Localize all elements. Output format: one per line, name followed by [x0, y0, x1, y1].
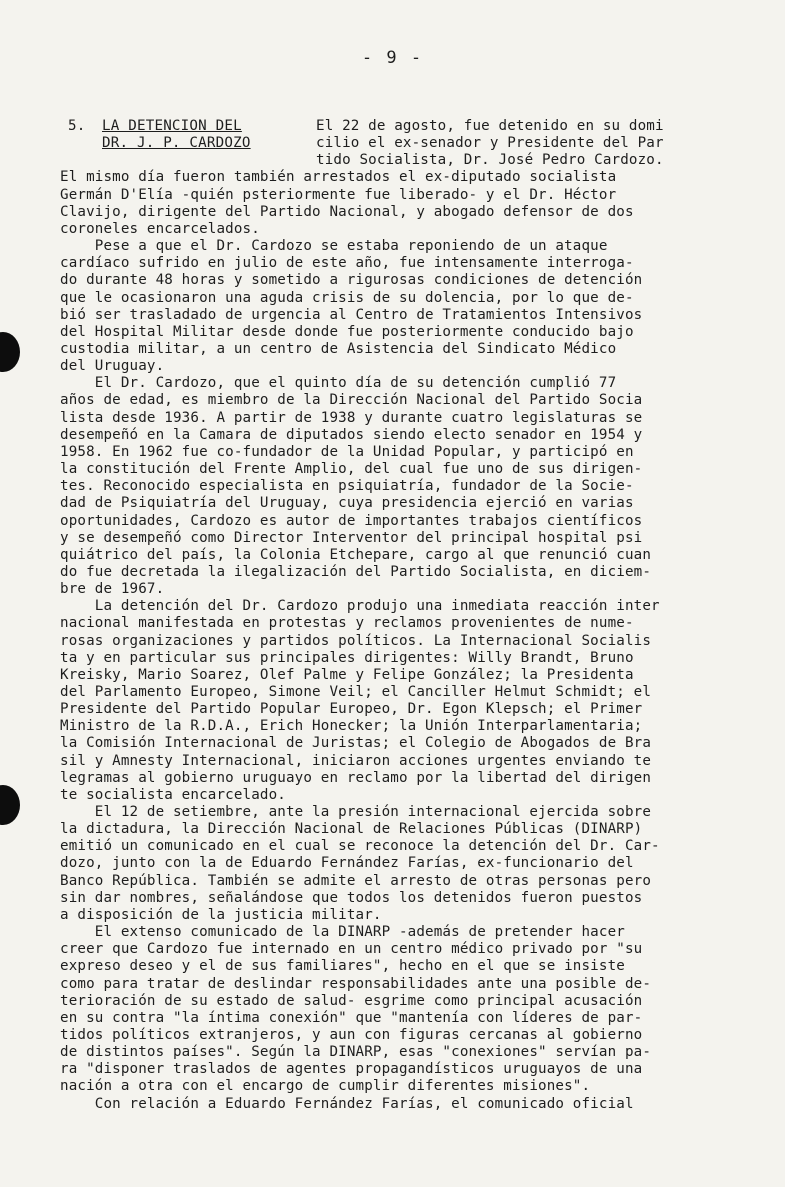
text-line: te socialista encarcelado.	[60, 786, 286, 803]
punch-hole	[0, 332, 20, 372]
text-line: tes. Reconocido especialista en psiquiatría, fundador de la Socie-	[60, 478, 634, 495]
text-line: oportunidades, Cardozo es autor de importantes trabajos científicos	[60, 512, 643, 529]
text-line: nacional manifestada en protestas y reclamos provenientes de nume-	[60, 615, 634, 632]
text-line: legramas al gobierno uruguayo en reclamo por la libertad del dirigen	[60, 769, 652, 786]
text-line: a disposición de la justicia militar.	[60, 906, 382, 923]
text-line: años de edad, es miembro de la Dirección Nacional del Partido Socia	[60, 392, 643, 409]
text-line: Ministro de la R.D.A., Erich Honecker; la Unión Interparlamentaria;	[60, 718, 643, 735]
text-line: cilio el ex-senador y Presidente del Par	[316, 135, 664, 152]
text-line: sil y Amnesty Internacional, iniciaron acciones urgentes enviando te	[60, 752, 652, 769]
text-line: El 12 de setiembre, ante la presión internacional ejercida sobre	[60, 804, 652, 820]
text-line: ta y en particular sus principales dirigentes: Willy Brandt, Bruno	[60, 649, 634, 666]
text-line: La detención del Dr. Cardozo produjo una inmediata reacción inter	[60, 598, 660, 615]
text-line: El 22 de agosto, fue detenido en su domi	[316, 118, 664, 134]
text-line: coroneles encarcelados.	[60, 220, 260, 237]
text-line: expreso deseo y el de sus familiares", hecho en el que se insiste	[60, 958, 625, 975]
text-line: Con relación a Eduardo Fernández Farías, el comunicado oficial	[60, 1095, 634, 1112]
text-line: la constitución del Frente Amplio, del cual fue uno de sus dirigen-	[60, 461, 643, 477]
text-line: Presidente del Partido Popular Europeo, Dr. Egon Klepsch; el Primer	[60, 701, 643, 718]
text-line: lista desde 1936. A partir de 1938 y durante cuatro legislaturas se	[60, 409, 643, 426]
text-line: Banco República. También se admite el arresto de otras personas pero	[60, 872, 652, 889]
section-title-line-1: LA DETENCION DEL	[102, 118, 242, 134]
text-line: terioración de su estado de salud- esgrime como principal acusación	[60, 992, 643, 1009]
text-line: El mismo día fueron también arrestados el ex-diputado socialista	[60, 169, 617, 186]
text-line: do durante 48 horas y sometido a rigurosas condiciones de detención	[60, 272, 643, 289]
text-line: bió ser trasladado de urgencia al Centro de Tratamientos Intensivos	[60, 306, 643, 323]
section-number: 5.	[68, 118, 86, 134]
text-line: en su contra "la íntima conexión" que "mantenía con líderes de par-	[60, 1009, 643, 1026]
text-line: Clavijo, dirigente del Partido Nacional, y abogado defensor de dos	[60, 203, 634, 220]
text-line: nación a otra con el encargo de cumplir diferentes misiones".	[60, 1078, 591, 1095]
text-line: y se desempeñó como Director Interventor del principal hospital psi	[60, 529, 643, 546]
text-line: Kreisky, Mario Soarez, Olef Palme y Felipe González; la Presidenta	[60, 666, 634, 683]
text-line: bre de 1967.	[60, 581, 165, 597]
text-line: creer que Cardozo fue internado en un centro médico privado por "su	[60, 941, 643, 958]
text-line: rosas organizaciones y partidos políticos. La Internacional Socialis	[60, 632, 652, 649]
text-line: Pese a que el Dr. Cardozo se estaba reponiendo de un ataque	[60, 238, 608, 254]
text-line: del Hospital Militar desde donde fue posteriormente conducido bajo	[60, 323, 634, 340]
text-line: como para tratar de deslindar responsabilidades ante una posible de-	[60, 975, 652, 992]
text-line: dad de Psiquiatría del Uruguay, cuya presidencia ejerció en varias	[60, 495, 634, 512]
text-line: cardíaco sufrido en julio de este año, fue intensamente interroga-	[60, 255, 634, 272]
text-line: emitió un comunicado en el cual se reconoce la detención del Dr. Car-	[60, 838, 660, 855]
text-line: El extenso comunicado de la DINARP -además de pretender hacer	[60, 924, 625, 940]
text-line: del Parlamento Europeo, Simone Veil; el Canciller Helmut Schmidt; el	[60, 683, 652, 700]
text-line: tidos políticos extranjeros, y aun con figuras cercanas al gobierno	[60, 1026, 643, 1043]
text-line: de distintos países". Según la DINARP, esas "conexiones" servían pa-	[60, 1044, 652, 1061]
text-line: del Uruguay.	[60, 358, 165, 375]
text-line: dozo, junto con la de Eduardo Fernández Farías, ex-funcionario del	[60, 855, 634, 872]
text-line: la Comisión Internacional de Juristas; el Colegio de Abogados de Bra	[60, 735, 652, 752]
section-heading	[68, 118, 251, 152]
text-line: la dictadura, la Dirección Nacional de Relaciones Públicas (DINARP)	[60, 821, 643, 838]
text-line: quiátrico del país, la Colonia Etchepare, cargo al que renunció cuan	[60, 546, 652, 563]
text-line: do fue decretada la ilegalización del Partido Socialista, en diciem-	[60, 563, 652, 580]
punch-hole	[0, 785, 20, 825]
page-number: - 9 -	[361, 48, 424, 68]
text-line: ra "disponer traslados de agentes propagandísticos uruguayos de una	[60, 1061, 643, 1078]
text-line: 1958. En 1962 fue co-fundador de la Unidad Popular, y participó en	[60, 443, 634, 460]
text-line: Germán D'Elía -quién psteriormente fue liberado- y el Dr. Héctor	[60, 186, 617, 203]
text-line: custodia militar, a un centro de Asistencia del Sindicato Médico	[60, 340, 617, 357]
text-line: sin dar nombres, señalándose que todos los detenidos fueron puestos	[60, 889, 643, 906]
text-line: desempeñó en la Camara de diputados siendo electo senador en 1954 y	[60, 426, 643, 443]
text-line: tido Socialista, Dr. José Pedro Cardozo.	[316, 152, 664, 169]
text-line: El Dr. Cardozo, que el quinto día de su detención cumplió 77	[60, 375, 617, 392]
section-title-line-2: DR. J. P. CARDOZO	[102, 135, 251, 151]
text-line: que le ocasionaron una aguda crisis de su dolencia, por lo que de-	[60, 289, 634, 306]
